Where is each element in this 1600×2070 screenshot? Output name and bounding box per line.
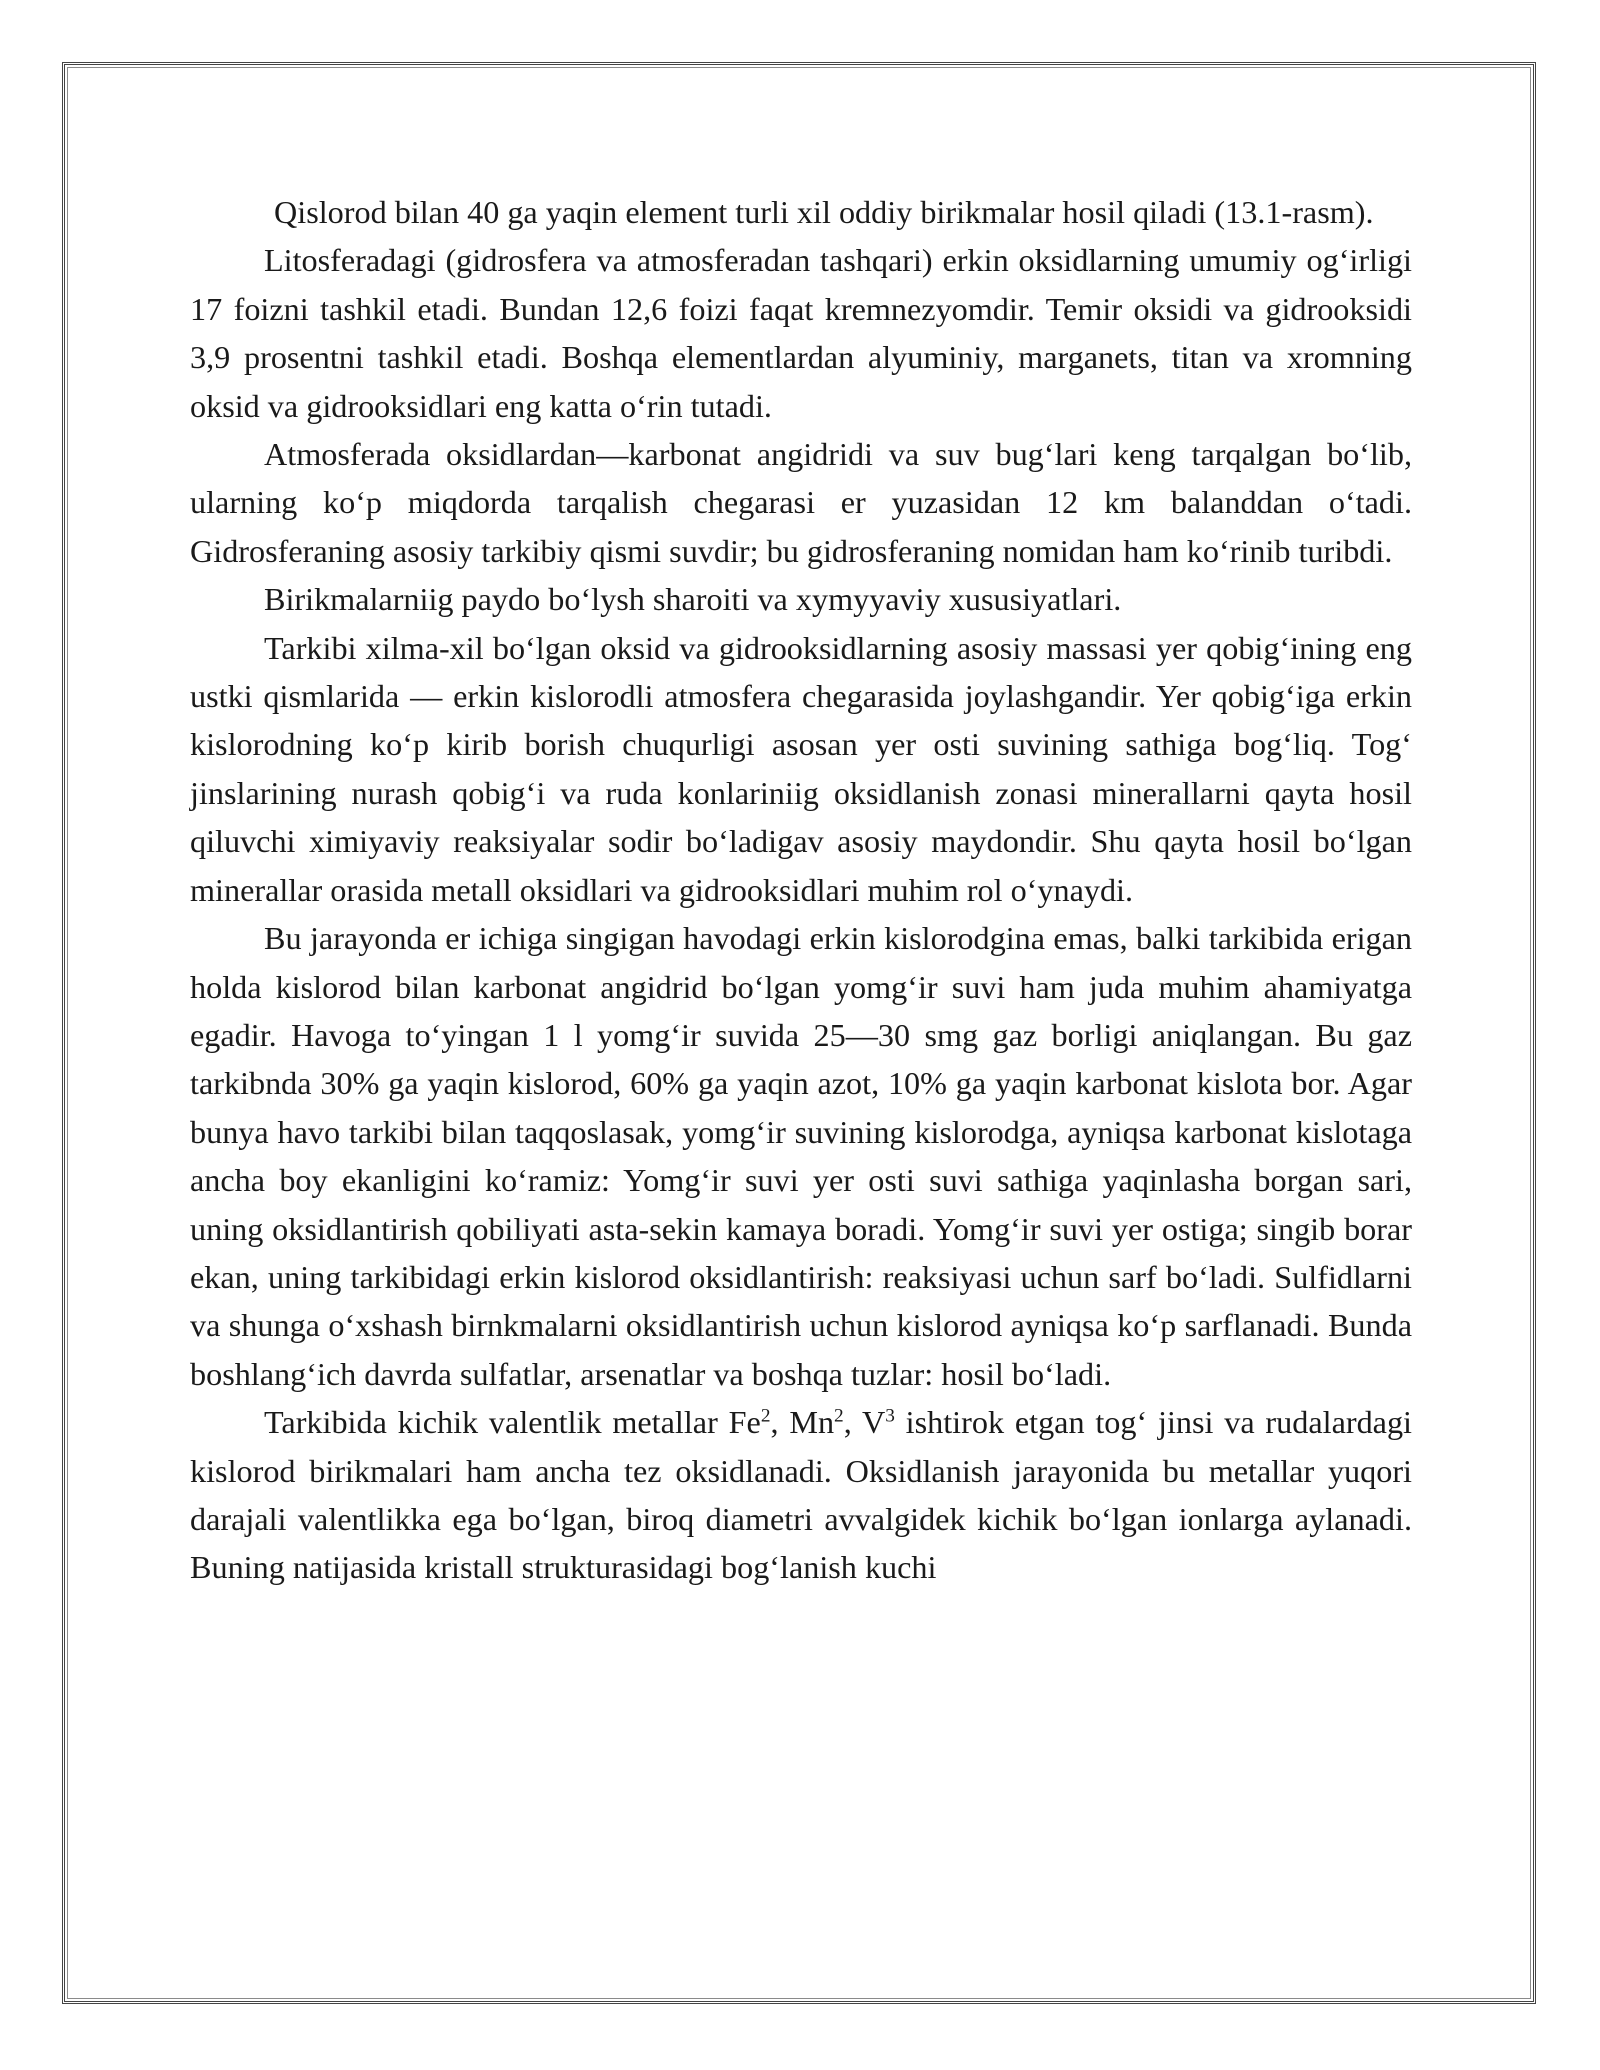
text-run: Tarkibida kichik valentlik metallar Fe xyxy=(264,1404,761,1441)
paragraph: Tarkibi xilma-xil bo‘lgan oksid va gidrooksidlarning asosiy massasi yer qobig‘ining eng ustki qismlarida — erkin kislorodli atmosfera chegarasida joylashgandir. Yer qobig‘iga erkin kislorodning ko‘p kirib borish chuqurligi asosan yer osti suvining sathiga bog‘liq. Tog‘ jinslarining nurash qobig‘i va ruda konlariniig oksidlanish zonasi minerallarni qayta hosil qiluvchi ximiyaviy reaksiyalar sodir bo‘ladigav asosiy maydondir. Shu qayta hosil bo‘lgan minerallar orasida metall oksidlari va gidrooksidlari muhim rol o‘ynaydi. xyxy=(190,629,1412,908)
paragraph: Birikmalarniig paydo bo‘lysh sharoiti va xymyyaviy xususiyatlari. xyxy=(264,581,1122,618)
paragraph: Atmosferada oksidlardan—karbonat angidridi va suv bug‘lari keng tarqalgan bo‘lib, ularning ko‘p miqdorda tarqalish chegarasi er yuzasidan 12 km balanddan o‘tadi. Gidrosferaning asosiy tarkibiy qismi suvdir; bu gidrosferaning nomidan ham ko‘rinib turibdi. xyxy=(190,436,1412,569)
paragraph: Bu jarayonda er ichiga singigan havodagi erkin kislorodgina emas, balki tarkibida erigan holda kislorod bilan karbonat angidrid bo‘lgan yomg‘ir suvi ham juda muhim ahamiyatga egadir. Havoga to‘yingan 1 l yomg‘ir suvida 25—30 smg gaz borligi aniqlangan. Bu gaz tarkibnda 30% ga yaqin kislorod, 60% ga yaqin azot, 10% ga yaqin karbonat kislota bor. Agar bunya havo tarkibi bilan taqqoslasak, yomg‘ir suvining kislorodga, ayniqsa karbonat kislotaga ancha boy ekanligini ko‘ramiz: Yomg‘ir suvi yer osti suvi sathiga yaqinlasha borgan sari, uning oksidlantirish qobiliyati asta-sekin kamaya boradi. Yomg‘ir suvi yer ostiga; singib borar ekan, uning tarkibidagi erkin kislorod oksidlantirish: reaksiyasi uchun sarf bo‘ladi. Sulfidlarni va shunga o‘xshash birnkmalarni oksidlantirish uchun kislorod ayniqsa ko‘p sarflanadi. Bunda boshlang‘ich davrda sulfatlar, arsenatlar va boshqa tuzlar: hosil bo‘ladi. xyxy=(190,920,1412,1392)
text-run: ishtirok etgan tog‘ jinsi va rudalardagi kislorod birikmalari ham ancha tez oksidlanadi. Oksidlanish jarayonida bu metallar yuqori darajali valentlikka ega bo‘lgan, biroq diametri avvalgidek kichik bo‘lgan ionlarga aylanadi. Buning natijasida kristall strukturasidagi bog‘lanish kuchi xyxy=(190,1404,1412,1586)
superscript: 3 xyxy=(885,1405,895,1427)
document-body xyxy=(190,188,1412,1592)
superscript: 2 xyxy=(834,1405,844,1427)
paragraph: Litosferadagi (gidrosfera va atmosferadan tashqari) erkin oksidlarning umumiy og‘irligi 17 foizni tashkil etadi. Bundan 12,6 foizi faqat kremnezyomdir. Temir oksidi va gidrooksidi 3,9 prosentni tashkil etadi. Boshqa elementlardan alyuminiy, marganets, titan va xromning oksid va gidrooksidlari eng katta o‘rin tutadi. xyxy=(190,242,1412,424)
text-run: , V xyxy=(843,1404,886,1441)
paragraph-last xyxy=(190,1398,1412,1592)
text-run: , Mn xyxy=(770,1404,835,1441)
paragraph: Qislorod bilan 40 ga yaqin element turli xil oddiy birikmalar hosil qiladi (13.1-rasm). xyxy=(274,194,1374,230)
superscript: 2 xyxy=(760,1405,771,1427)
